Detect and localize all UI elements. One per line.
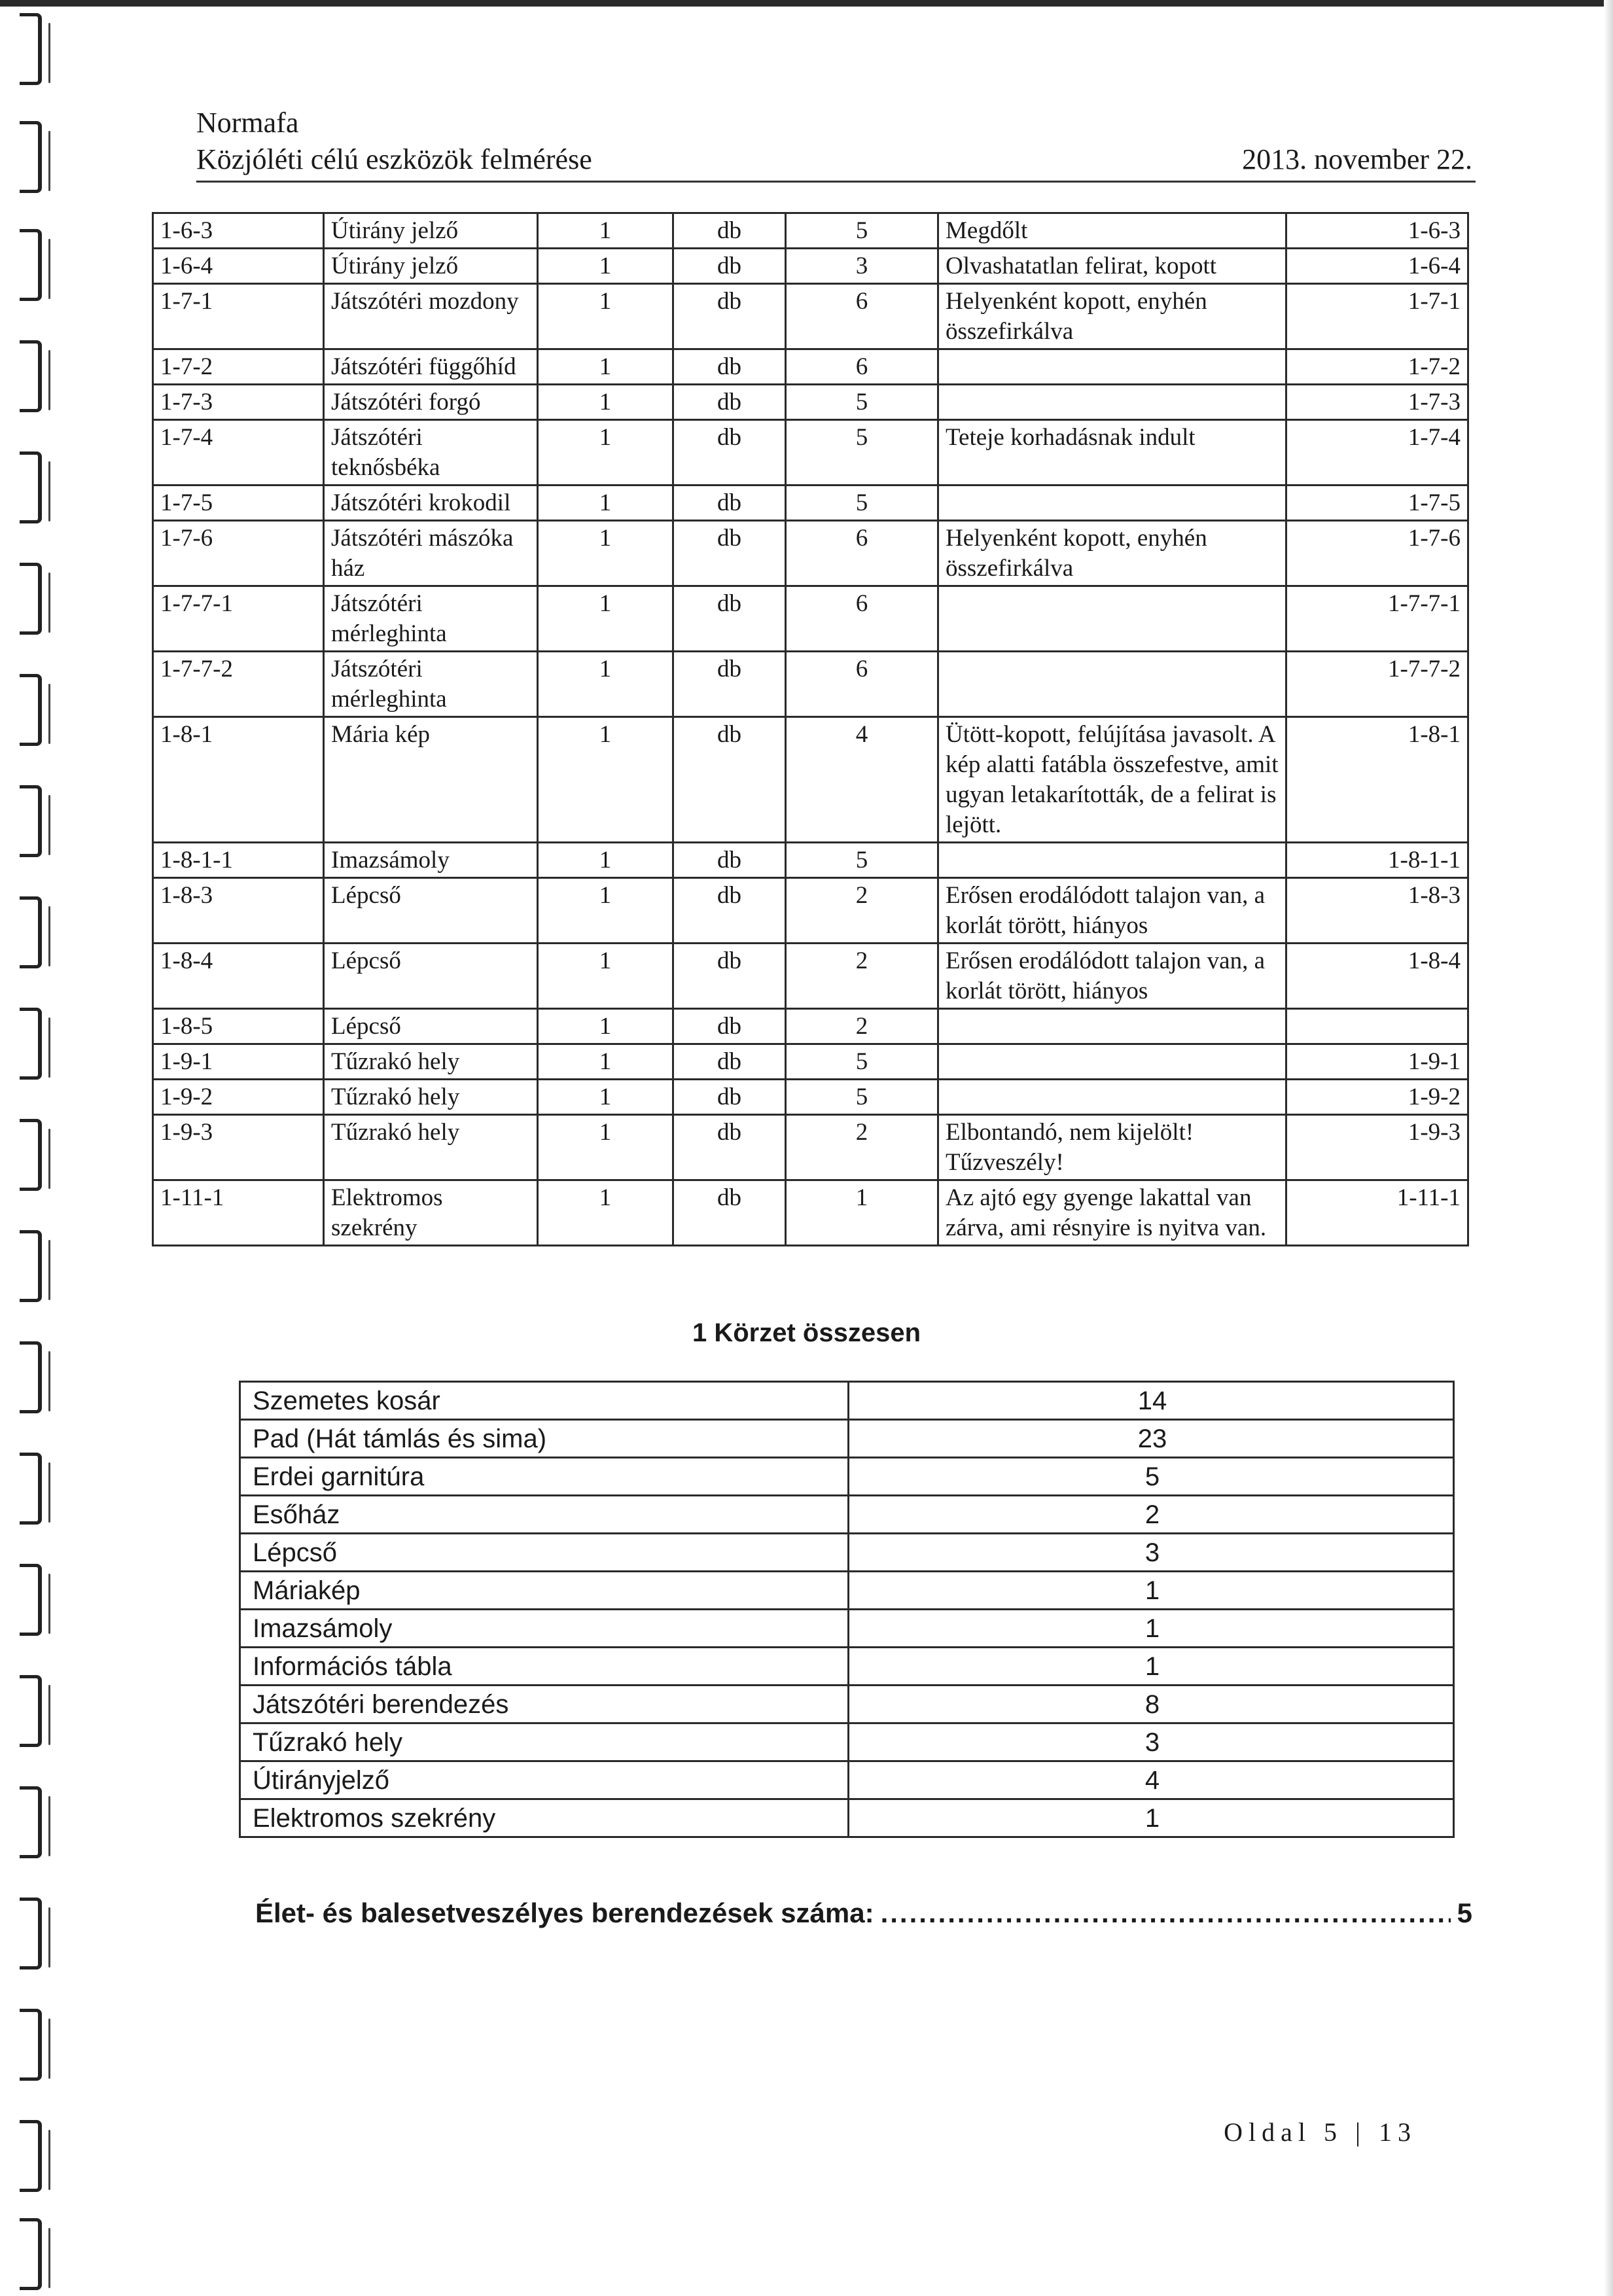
table-row bbox=[153, 878, 1468, 944]
condition-note-cell bbox=[938, 1009, 1286, 1044]
item-name-cell: Lépcső bbox=[324, 944, 538, 1009]
binding-ring bbox=[20, 1786, 42, 1858]
summary-value-cell: 5 bbox=[849, 1458, 1454, 1496]
binding-ring bbox=[20, 451, 42, 523]
summary-row bbox=[240, 1458, 1454, 1496]
binding-ring bbox=[20, 2009, 42, 2081]
binding-ring bbox=[20, 340, 42, 412]
binding-ring bbox=[20, 1675, 42, 1747]
summary-label-cell: Lépcső bbox=[240, 1534, 849, 1572]
condition-note-cell: Helyenként kopott, enyhén összefirkálva bbox=[938, 521, 1286, 586]
item-name-cell: Játszótéri krokodil bbox=[324, 486, 538, 521]
summary-value-cell: 2 bbox=[849, 1496, 1454, 1534]
condition-note-cell: Elbontandó, nem kijelölt! Tűzveszély! bbox=[938, 1115, 1286, 1180]
item-name-cell: Lépcső bbox=[324, 878, 538, 944]
item-name-cell: Lépcső bbox=[324, 1009, 538, 1044]
summary-label-cell: Elektromos szekrény bbox=[240, 1799, 849, 1837]
item-name-cell: Mária kép bbox=[324, 717, 538, 843]
summary-label-cell: Imazsámoly bbox=[240, 1610, 849, 1648]
summary-label-cell: Esőház bbox=[240, 1496, 849, 1534]
table-row bbox=[153, 717, 1468, 843]
reference-id-cell: 1-11-1 bbox=[1286, 1180, 1468, 1246]
unit-cell: db bbox=[673, 521, 786, 586]
table-row bbox=[153, 385, 1468, 420]
binding-ring bbox=[20, 674, 42, 746]
reference-id-cell: 1-9-1 bbox=[1286, 1044, 1468, 1080]
reference-id-cell: 1-7-4 bbox=[1286, 420, 1468, 486]
hazard-count-value: 5 bbox=[1457, 1898, 1472, 1928]
unit-cell: db bbox=[673, 586, 786, 652]
header-divider bbox=[196, 181, 1476, 183]
condition-note-cell bbox=[938, 586, 1286, 652]
condition-score-cell: 6 bbox=[786, 349, 938, 385]
table-row bbox=[153, 1080, 1468, 1115]
inventory-id-cell: 1-7-7-2 bbox=[153, 652, 324, 717]
table-row bbox=[153, 486, 1468, 521]
quantity-cell: 1 bbox=[538, 420, 673, 486]
quantity-cell: 1 bbox=[538, 717, 673, 843]
spiral-binding bbox=[0, 0, 72, 2296]
condition-note-cell: Ütött-kopott, felújítása javasolt. A kép alatti fatábla összefestve, amit ugyan letakarították, de a felirat is lejött. bbox=[938, 717, 1286, 843]
reference-id-cell: 1-9-3 bbox=[1286, 1115, 1468, 1180]
quantity-cell: 1 bbox=[538, 1115, 673, 1180]
condition-note-cell: Erősen erodálódott talajon van, a korlát törött, hiányos bbox=[938, 944, 1286, 1009]
table-row bbox=[153, 420, 1468, 486]
reference-id-cell: 1-7-7-2 bbox=[1286, 652, 1468, 717]
unit-cell: db bbox=[673, 284, 786, 349]
unit-cell: db bbox=[673, 486, 786, 521]
table-row bbox=[153, 944, 1468, 1009]
table-row bbox=[153, 652, 1468, 717]
summary-label-cell: Pad (Hát támlás és sima) bbox=[240, 1420, 849, 1458]
table-row bbox=[153, 249, 1468, 284]
page-header bbox=[196, 105, 1479, 178]
condition-score-cell: 4 bbox=[786, 717, 938, 843]
item-name-cell: Tűzrakó hely bbox=[324, 1115, 538, 1180]
table-row bbox=[153, 284, 1468, 349]
binding-ring bbox=[20, 121, 42, 193]
condition-score-cell: 2 bbox=[786, 1009, 938, 1044]
item-name-cell: Útirány jelző bbox=[324, 213, 538, 249]
condition-score-cell: 6 bbox=[786, 521, 938, 586]
quantity-cell: 1 bbox=[538, 1080, 673, 1115]
table-row bbox=[153, 521, 1468, 586]
unit-cell: db bbox=[673, 878, 786, 944]
inventory-id-cell: 1-6-3 bbox=[153, 213, 324, 249]
summary-label-cell: Máriakép bbox=[240, 1572, 849, 1610]
condition-note-cell: Az ajtó egy gyenge lakattal van zárva, ami résnyire is nyitva van. bbox=[938, 1180, 1286, 1246]
condition-score-cell: 6 bbox=[786, 284, 938, 349]
reference-id-cell: 1-7-6 bbox=[1286, 521, 1468, 586]
summary-row bbox=[240, 1610, 1454, 1648]
condition-score-cell: 5 bbox=[786, 385, 938, 420]
table-row bbox=[153, 1009, 1468, 1044]
hazard-count-line bbox=[255, 1898, 1472, 1929]
reference-id-cell bbox=[1286, 1009, 1468, 1044]
inventory-id-cell: 1-7-6 bbox=[153, 521, 324, 586]
header-document-title: Közjóléti célú eszközök felmérése bbox=[196, 143, 592, 175]
binding-ring bbox=[20, 1230, 42, 1302]
binding-ring bbox=[20, 563, 42, 635]
reference-id-cell: 1-7-1 bbox=[1286, 284, 1468, 349]
summary-row bbox=[240, 1496, 1454, 1534]
summary-title: 1 Körzet összesen bbox=[692, 1318, 921, 1347]
quantity-cell: 1 bbox=[538, 1180, 673, 1246]
summary-value-cell: 1 bbox=[849, 1648, 1454, 1686]
reference-id-cell: 1-8-3 bbox=[1286, 878, 1468, 944]
summary-value-cell: 23 bbox=[849, 1420, 1454, 1458]
inventory-id-cell: 1-8-3 bbox=[153, 878, 324, 944]
header-date: 2013. november 22. bbox=[1242, 143, 1472, 175]
unit-cell: db bbox=[673, 717, 786, 843]
footer-separator: | bbox=[1355, 2117, 1366, 2147]
reference-id-cell: 1-7-5 bbox=[1286, 486, 1468, 521]
item-name-cell: Játszótéri mérleghinta bbox=[324, 586, 538, 652]
summary-row bbox=[240, 1572, 1454, 1610]
binding-ring bbox=[20, 1341, 42, 1413]
condition-note-cell bbox=[938, 1044, 1286, 1080]
binding-ring bbox=[20, 1119, 42, 1191]
footer-page-number: 5 bbox=[1323, 2117, 1343, 2147]
table-row bbox=[153, 586, 1468, 652]
summary-row bbox=[240, 1686, 1454, 1723]
condition-score-cell: 5 bbox=[786, 486, 938, 521]
condition-score-cell: 5 bbox=[786, 1080, 938, 1115]
reference-id-cell: 1-7-7-1 bbox=[1286, 586, 1468, 652]
condition-score-cell: 5 bbox=[786, 1044, 938, 1080]
table-row bbox=[153, 349, 1468, 385]
summary-value-cell: 3 bbox=[849, 1723, 1454, 1761]
inventory-id-cell: 1-8-1 bbox=[153, 717, 324, 843]
summary-row bbox=[240, 1420, 1454, 1458]
scan-top-edge bbox=[0, 0, 1613, 7]
table-row bbox=[153, 843, 1468, 878]
summary-row bbox=[240, 1799, 1454, 1837]
summary-value-cell: 1 bbox=[849, 1572, 1454, 1610]
dot-leader bbox=[881, 1898, 1451, 1929]
reference-id-cell: 1-6-3 bbox=[1286, 213, 1468, 249]
summary-value-cell: 3 bbox=[849, 1534, 1454, 1572]
inventory-table-body bbox=[153, 213, 1468, 1246]
inventory-id-cell: 1-7-3 bbox=[153, 385, 324, 420]
quantity-cell: 1 bbox=[538, 213, 673, 249]
inventory-id-cell: 1-7-5 bbox=[153, 486, 324, 521]
summary-row bbox=[240, 1648, 1454, 1686]
item-name-cell: Elektromos szekrény bbox=[324, 1180, 538, 1246]
reference-id-cell: 1-9-2 bbox=[1286, 1080, 1468, 1115]
reference-id-cell: 1-7-3 bbox=[1286, 385, 1468, 420]
quantity-cell: 1 bbox=[538, 843, 673, 878]
unit-cell: db bbox=[673, 944, 786, 1009]
summary-row bbox=[240, 1723, 1454, 1761]
unit-cell: db bbox=[673, 213, 786, 249]
inventory-id-cell: 1-7-7-1 bbox=[153, 586, 324, 652]
item-name-cell: Játszótéri mászóka ház bbox=[324, 521, 538, 586]
table-row bbox=[153, 1115, 1468, 1180]
inventory-id-cell: 1-9-1 bbox=[153, 1044, 324, 1080]
reference-id-cell: 1-6-4 bbox=[1286, 249, 1468, 284]
summary-value-cell: 1 bbox=[849, 1610, 1454, 1648]
inventory-id-cell: 1-7-2 bbox=[153, 349, 324, 385]
condition-note-cell bbox=[938, 385, 1286, 420]
binding-ring bbox=[20, 785, 42, 857]
condition-note-cell bbox=[938, 486, 1286, 521]
quantity-cell: 1 bbox=[538, 944, 673, 1009]
summary-value-cell: 1 bbox=[849, 1799, 1454, 1837]
binding-ring bbox=[20, 896, 42, 968]
item-name-cell: Imazsámoly bbox=[324, 843, 538, 878]
condition-score-cell: 2 bbox=[786, 1115, 938, 1180]
reference-id-cell: 1-8-1 bbox=[1286, 717, 1468, 843]
quantity-cell: 1 bbox=[538, 249, 673, 284]
unit-cell: db bbox=[673, 1044, 786, 1080]
summary-label-cell: Szemetes kosár bbox=[240, 1382, 849, 1420]
unit-cell: db bbox=[673, 249, 786, 284]
table-row bbox=[153, 1180, 1468, 1246]
summary-table-body bbox=[240, 1382, 1454, 1837]
binding-ring bbox=[20, 1898, 42, 1969]
condition-note-cell bbox=[938, 349, 1286, 385]
inventory-id-cell: 1-7-1 bbox=[153, 284, 324, 349]
condition-score-cell: 5 bbox=[786, 843, 938, 878]
item-name-cell: Tűzrakó hely bbox=[324, 1080, 538, 1115]
condition-note-cell bbox=[938, 1080, 1286, 1115]
inventory-id-cell: 1-9-3 bbox=[153, 1115, 324, 1180]
unit-cell: db bbox=[673, 843, 786, 878]
binding-ring bbox=[20, 2120, 42, 2192]
item-name-cell: Útirány jelző bbox=[324, 249, 538, 284]
binding-ring bbox=[20, 1564, 42, 1636]
summary-row bbox=[240, 1382, 1454, 1420]
summary-label-cell: Tűzrakó hely bbox=[240, 1723, 849, 1761]
summary-label-cell: Információs tábla bbox=[240, 1648, 849, 1686]
unit-cell: db bbox=[673, 385, 786, 420]
condition-note-cell: Olvashatatlan felirat, kopott bbox=[938, 249, 1286, 284]
reference-id-cell: 1-7-2 bbox=[1286, 349, 1468, 385]
summary-label-cell: Útirányjelző bbox=[240, 1761, 849, 1799]
quantity-cell: 1 bbox=[538, 486, 673, 521]
reference-id-cell: 1-8-1-1 bbox=[1286, 843, 1468, 878]
inventory-id-cell: 1-8-1-1 bbox=[153, 843, 324, 878]
quantity-cell: 1 bbox=[538, 385, 673, 420]
quantity-cell: 1 bbox=[538, 521, 673, 586]
condition-note-cell bbox=[938, 652, 1286, 717]
page-footer bbox=[1224, 2117, 1417, 2147]
condition-score-cell: 1 bbox=[786, 1180, 938, 1246]
inventory-id-cell: 1-7-4 bbox=[153, 420, 324, 486]
scan-right-edge bbox=[1604, 0, 1613, 2296]
condition-score-cell: 3 bbox=[786, 249, 938, 284]
unit-cell: db bbox=[673, 349, 786, 385]
condition-note-cell: Helyenként kopott, enyhén összefirkálva bbox=[938, 284, 1286, 349]
summary-table bbox=[239, 1381, 1455, 1838]
header-site-name: Normafa bbox=[196, 107, 299, 139]
summary-value-cell: 14 bbox=[849, 1382, 1454, 1420]
summary-row bbox=[240, 1761, 1454, 1799]
binding-ring bbox=[20, 13, 42, 85]
table-row bbox=[153, 1044, 1468, 1080]
condition-note-cell: Erősen erodálódott talajon van, a korlát törött, hiányos bbox=[938, 878, 1286, 944]
quantity-cell: 1 bbox=[538, 1009, 673, 1044]
table-row bbox=[153, 213, 1468, 249]
inventory-id-cell: 1-8-4 bbox=[153, 944, 324, 1009]
binding-ring bbox=[20, 2218, 42, 2290]
footer-total-pages: 13 bbox=[1379, 2117, 1417, 2147]
quantity-cell: 1 bbox=[538, 586, 673, 652]
item-name-cell: Játszótéri mozdony bbox=[324, 284, 538, 349]
condition-note-cell: Megdőlt bbox=[938, 213, 1286, 249]
binding-ring bbox=[20, 1453, 42, 1525]
quantity-cell: 1 bbox=[538, 349, 673, 385]
condition-score-cell: 5 bbox=[786, 420, 938, 486]
footer-page-label: Oldal bbox=[1224, 2117, 1311, 2147]
item-name-cell: Játszótéri teknősbéka bbox=[324, 420, 538, 486]
hazard-count-label: Élet- és balesetveszélyes berendezések száma: bbox=[255, 1898, 874, 1928]
unit-cell: db bbox=[673, 1009, 786, 1044]
item-name-cell: Játszótéri függőhíd bbox=[324, 349, 538, 385]
binding-ring bbox=[20, 1008, 42, 1080]
summary-label-cell: Játszótéri berendezés bbox=[240, 1686, 849, 1723]
binding-ring bbox=[20, 229, 42, 301]
quantity-cell: 1 bbox=[538, 878, 673, 944]
inventory-id-cell: 1-11-1 bbox=[153, 1180, 324, 1246]
quantity-cell: 1 bbox=[538, 1044, 673, 1080]
summary-value-cell: 8 bbox=[849, 1686, 1454, 1723]
quantity-cell: 1 bbox=[538, 284, 673, 349]
inventory-id-cell: 1-6-4 bbox=[153, 249, 324, 284]
unit-cell: db bbox=[673, 420, 786, 486]
inventory-id-cell: 1-9-2 bbox=[153, 1080, 324, 1115]
reference-id-cell: 1-8-4 bbox=[1286, 944, 1468, 1009]
quantity-cell: 1 bbox=[538, 652, 673, 717]
inventory-id-cell: 1-8-5 bbox=[153, 1009, 324, 1044]
unit-cell: db bbox=[673, 652, 786, 717]
condition-note-cell bbox=[938, 843, 1286, 878]
summary-row bbox=[240, 1534, 1454, 1572]
condition-note-cell: Teteje korhadásnak indult bbox=[938, 420, 1286, 486]
summary-label-cell: Erdei garnitúra bbox=[240, 1458, 849, 1496]
condition-score-cell: 2 bbox=[786, 878, 938, 944]
condition-score-cell: 5 bbox=[786, 213, 938, 249]
condition-score-cell: 6 bbox=[786, 652, 938, 717]
item-name-cell: Játszótéri mérleghinta bbox=[324, 652, 538, 717]
unit-cell: db bbox=[673, 1180, 786, 1246]
summary-value-cell: 4 bbox=[849, 1761, 1454, 1799]
item-name-cell: Játszótéri forgó bbox=[324, 385, 538, 420]
condition-score-cell: 2 bbox=[786, 944, 938, 1009]
unit-cell: db bbox=[673, 1080, 786, 1115]
item-name-cell: Tűzrakó hely bbox=[324, 1044, 538, 1080]
unit-cell: db bbox=[673, 1115, 786, 1180]
inventory-table bbox=[152, 212, 1469, 1246]
condition-score-cell: 6 bbox=[786, 586, 938, 652]
